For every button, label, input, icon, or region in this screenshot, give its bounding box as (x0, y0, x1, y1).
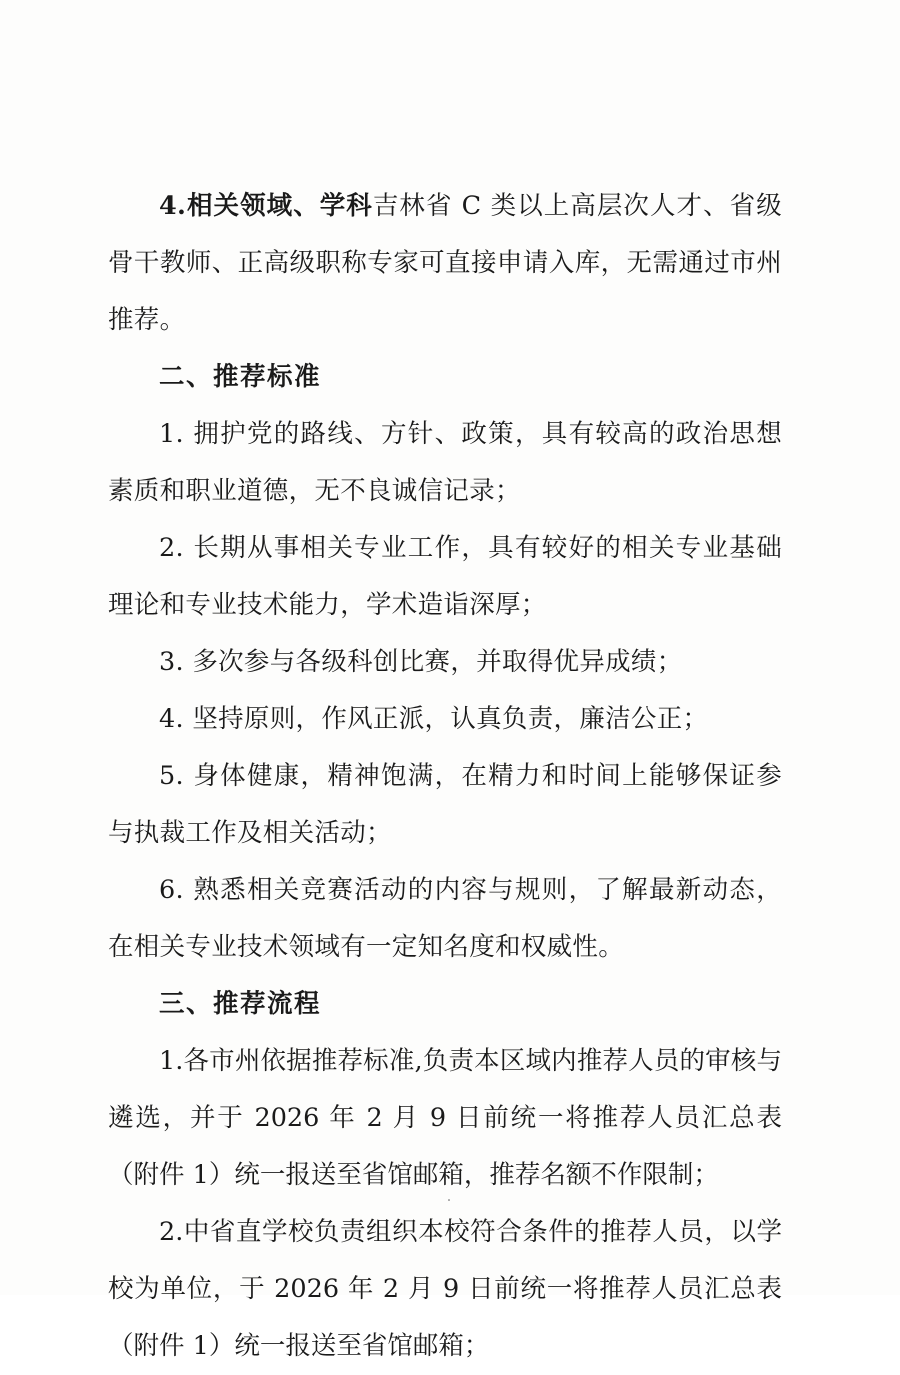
criteria-item-6: 6. 熟悉相关竞赛活动的内容与规则，了解最新动态，在相关专业技术领域有一定知名度和权威性。 (108, 875, 782, 962)
process-item-2: 2.中省直学校负责组织本校符合条件的推荐人员，以学校为单位，于 2026 年 2 月 9 日前统一将推荐人员汇总表（附件 1）统一报送至省馆邮箱； (108, 1217, 782, 1361)
criteria-item-1: 1. 拥护党的路线、方针、政策，具有较高的政治思想素质和职业道德，无不良诚信记录； (108, 419, 782, 506)
paragraph-item-4-lead: 4.相关领域、学科 (159, 191, 373, 221)
criteria-item-5: 5. 身体健康，精神饱满，在精力和时间上能够保证参与执裁工作及相关活动； (108, 761, 782, 848)
section-heading-two: 二、推荐标准 (159, 362, 322, 392)
section-heading-three: 三、推荐流程 (159, 989, 322, 1019)
paragraph-item-4-text: 吉林省 C 类以上高层次人才、省级骨干教师、正高级职称专家可直接申请入库，无需通过市州推荐。 (108, 191, 782, 335)
criteria-item-2: 2. 长期从事相关专业工作，具有较好的相关专业基础理论和专业技术能力，学术造诣深厚； (108, 533, 782, 620)
criteria-item-4: 4. 坚持原则，作风正派，认真负责，廉洁公正； (159, 704, 709, 734)
page-footer-mark: · (446, 1191, 454, 1209)
process-item-1: 1.各市州依据推荐标准,负责本区域内推荐人员的审核与遴选，并于 2026 年 2 月 9 日前统一将推荐人员汇总表（附件 1）统一报送至省馆邮箱，推荐名额不作限制； (108, 1046, 782, 1190)
paragraph-item-4 (108, 178, 782, 349)
criteria-item-3: 3. 多次参与各级科创比赛，并取得优异成绩； (159, 647, 683, 677)
